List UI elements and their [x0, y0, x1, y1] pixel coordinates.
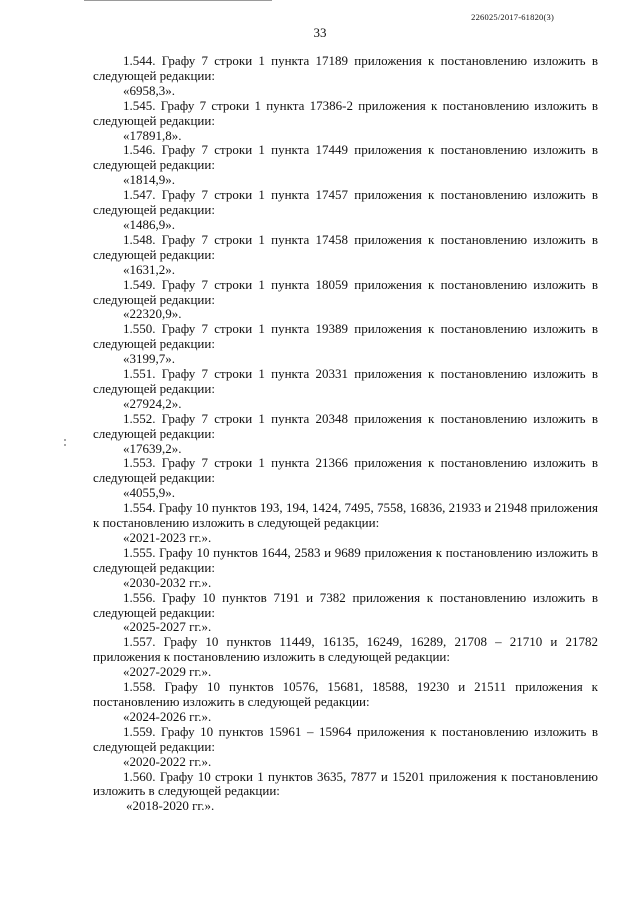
amendment-value: «2018-2020 гг.». [126, 798, 215, 814]
amendment-value: «2030-2032 гг.». [123, 574, 212, 590]
amendment-text: 1.559. Графу 10 пунктов 15961 – 15964 приложения к постановлению изложить в следующей редакции: [93, 723, 598, 754]
amendment-text: 1.555. Графу 10 пунктов 1644, 2583 и 9689 приложения к постановлению изложить в следующей редакции: [93, 544, 598, 575]
amendment-value: «2024-2026 гг.». [123, 708, 212, 724]
amendment-text: 1.560. Графу 10 строки 1 пунктов 3635, 7877 и 15201 приложения к постановлению изложить в следующей редакции: [93, 768, 598, 799]
amendment-value: «4055,9». [123, 485, 175, 501]
amendment-text: 1.548. Графу 7 строки 1 пункта 17458 приложения к постановлению изложить в следующей редакции: [93, 231, 598, 262]
amendment-value: «17891,8». [123, 127, 182, 143]
amendment-value: «17639,2». [123, 440, 182, 456]
amendment-item [93, 99, 598, 144]
amendment-item [93, 635, 598, 680]
amendment-text: 1.553. Графу 7 строки 1 пункта 21366 приложения к постановлению изложить в следующей редакции: [93, 455, 598, 486]
amendment-item [93, 501, 598, 546]
amendment-text: 1.558. Графу 10 пунктов 10576, 15681, 18588, 19230 и 21511 приложения к постановлению изложить в следующей редакции: [93, 679, 598, 709]
amendment-value: «2021-2023 гг.». [123, 530, 212, 545]
amendment-value: «3199,7». [123, 351, 175, 367]
amendment-text: 1.552. Графу 7 строки 1 пункта 20348 приложения к постановлению изложить в следующей редакции: [93, 410, 598, 441]
amendment-text: 1.557. Графу 10 пунктов 11449, 16135, 16249, 16289, 21708 – 21710 и 21782 приложения к постановлению изложить в следующей редакции: [93, 634, 598, 665]
amendment-item [93, 680, 598, 725]
top-rule [84, 0, 272, 1]
amendment-text: 1.556. Графу 10 пунктов 7191 и 7382 приложения к постановлению изложить в следующей редакции: [93, 589, 598, 620]
amendment-value: «22320,9». [123, 306, 182, 322]
amendment-item [93, 188, 598, 233]
amendment-value: «1814,9». [123, 172, 175, 188]
amendment-value: «6958,3». [123, 82, 175, 98]
document-id: 226025/2017-61820(3) [471, 12, 554, 22]
amendment-text: 1.545. Графу 7 строки 1 пункта 17386-2 приложения к постановлению изложить в следующей редакции: [93, 97, 598, 128]
amendment-value: «27924,2». [123, 395, 182, 411]
amendment-value: «2020-2022 гг.». [123, 753, 212, 769]
amendment-item [93, 278, 598, 323]
amendment-item [93, 725, 598, 770]
amendment-item [93, 143, 598, 188]
margin-mark [62, 437, 68, 453]
amendment-value: «1631,2». [123, 261, 175, 277]
document-body [93, 54, 598, 814]
amendment-text: 1.549. Графу 7 строки 1 пункта 18059 приложения к постановлению изложить в следующей редакции: [93, 276, 598, 307]
amendment-value: «2025-2027 гг.». [123, 619, 212, 635]
amendment-item [93, 412, 598, 457]
amendment-item [93, 591, 598, 636]
amendment-item [93, 367, 598, 412]
amendment-item [93, 770, 598, 815]
amendment-item [93, 546, 598, 591]
amendment-item [93, 233, 598, 278]
amendment-item [93, 456, 598, 501]
amendment-item [93, 322, 598, 367]
amendment-text: 1.544. Графу 7 строки 1 пункта 17189 приложения к постановлению изложить в следующей редакции: [93, 53, 598, 83]
amendment-item [93, 54, 598, 99]
amendment-text: 1.551. Графу 7 строки 1 пункта 20331 приложения к постановлению изложить в следующей редакции: [93, 366, 598, 396]
amendment-text: 1.546. Графу 7 строки 1 пункта 17449 приложения к постановлению изложить в следующей редакции: [93, 142, 598, 173]
amendment-text: 1.547. Графу 7 строки 1 пункта 17457 приложения к постановлению изложить в следующей редакции: [93, 187, 598, 218]
amendment-value: «1486,9». [123, 216, 175, 232]
amendment-text: 1.554. Графу 10 пунктов 193, 194, 1424, 7495, 7558, 16836, 21933 и 21948 приложения к постановлению изложить в следующей редакции: [93, 500, 598, 531]
page-number: 33 [313, 25, 327, 40]
amendment-value: «2027-2029 гг.». [123, 664, 212, 680]
amendment-text: 1.550. Графу 7 строки 1 пункта 19389 приложения к постановлению изложить в следующей редакции: [93, 321, 598, 352]
